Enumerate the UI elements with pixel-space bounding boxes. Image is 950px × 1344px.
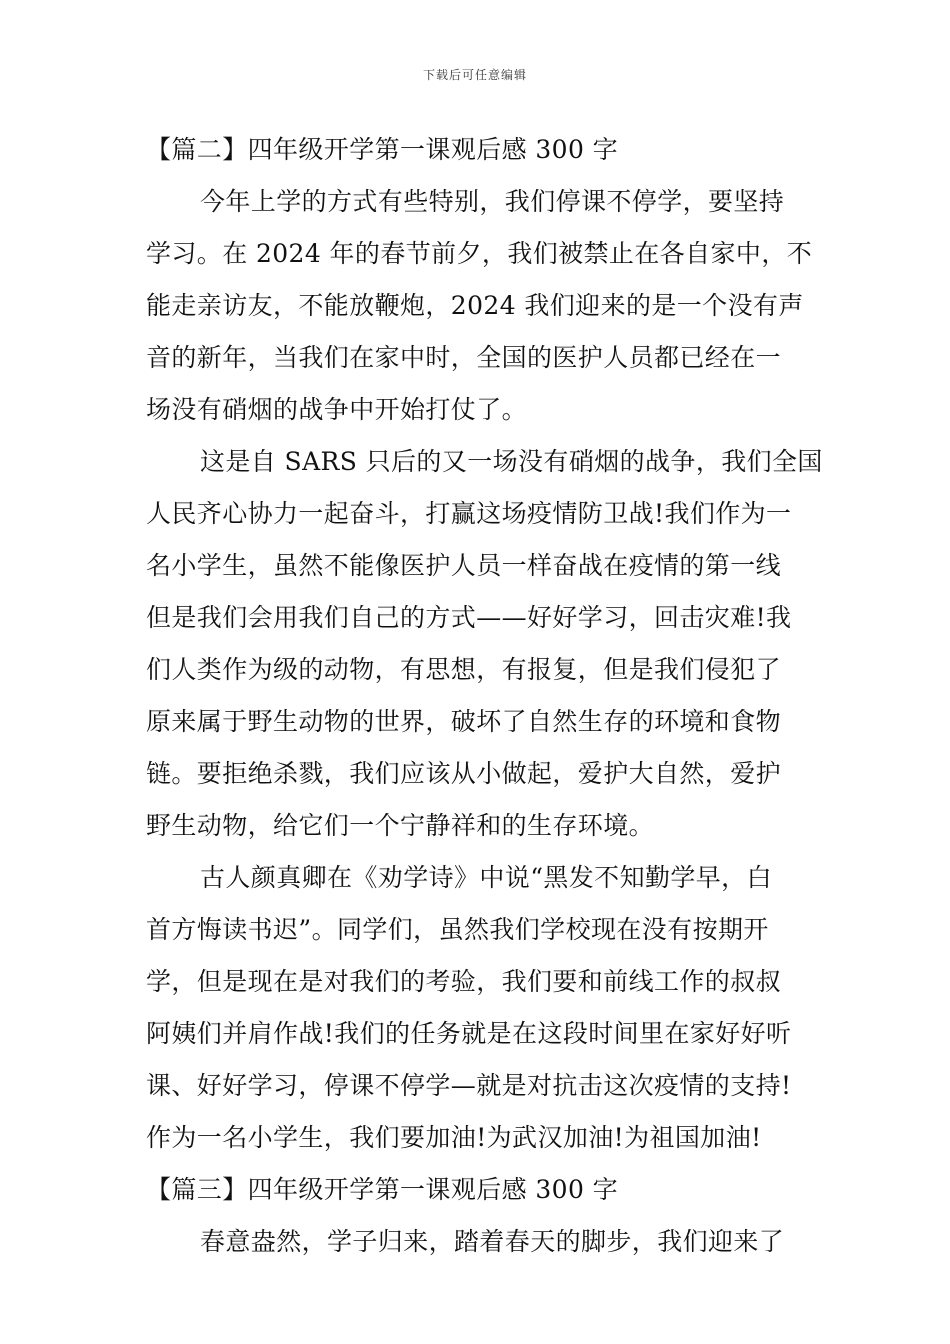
paragraph-line: 场没有硝烟的战争中开始打仗了。 xyxy=(146,395,528,424)
paragraph-line: 首方悔读书迟”。同学们，虽然我们学校现在没有按期开 xyxy=(146,915,769,944)
paragraph-line: 链。要拒绝杀戮，我们应该从小做起，爱护大自然，爱护 xyxy=(146,759,782,788)
paragraph-line: 名小学生，虽然不能像医护人员一样奋战在疫情的第一线 xyxy=(146,551,782,580)
paragraph-line: 能走亲访友，不能放鞭炮，2024 我们迎来的是一个没有声 xyxy=(146,291,804,320)
paragraph-line: 阿姨们并肩作战!我们的任务就是在这段时间里在家好好听 xyxy=(146,1019,792,1048)
paragraph-line: 今年上学的方式有些特别，我们停课不停学，要坚持 xyxy=(200,187,785,216)
document-body xyxy=(146,128,823,1272)
paragraph-line: 这是自 SARS 只后的又一场没有硝烟的战争，我们全国 xyxy=(200,447,823,476)
paragraph-line: 原来属于野生动物的世界，破坏了自然生存的环境和食物 xyxy=(146,707,782,736)
paragraph-line: 音的新年，当我们在家中时，全国的医护人员都已经在一 xyxy=(146,343,782,372)
paragraph-line: 古人颜真卿在《劝学诗》中说“黑发不知勤学早，白 xyxy=(200,863,772,892)
paragraph-line: 春意盎然，学子归来，踏着春天的脚步，我们迎来了 xyxy=(200,1227,785,1256)
paragraph-line: 但是我们会用我们自己的方式——好好学习，回击灾难!我 xyxy=(146,603,792,632)
paragraph-line: 野生动物，给它们一个宁静祥和的生存环境。 xyxy=(146,811,655,840)
paragraph-line: 学，但是现在是对我们的考验，我们要和前线工作的叔叔 xyxy=(146,967,782,996)
paragraph-line: 们人类作为级的动物，有思想，有报复，但是我们侵犯了 xyxy=(146,655,782,684)
paragraph-line: 人民齐心协力一起奋斗，打赢这场疫情防卫战!我们作为一 xyxy=(146,499,792,528)
paragraph-line: 课、好好学习，停课不停学—就是对抗击这次疫情的支持! xyxy=(146,1071,792,1100)
paragraph-line: 学习。在 2024 年的春节前夕，我们被禁止在各自家中，不 xyxy=(146,239,813,268)
section-title-two: 【篇二】四年级开学第一课观后感 300 字 xyxy=(146,135,619,164)
section-title-three: 【篇三】四年级开学第一课观后感 300 字 xyxy=(146,1175,619,1204)
page-header-note: 下载后可任意编辑 xyxy=(422,68,527,82)
paragraph-line: 作为一名小学生，我们要加油!为武汉加油!为祖国加油! xyxy=(146,1123,762,1152)
